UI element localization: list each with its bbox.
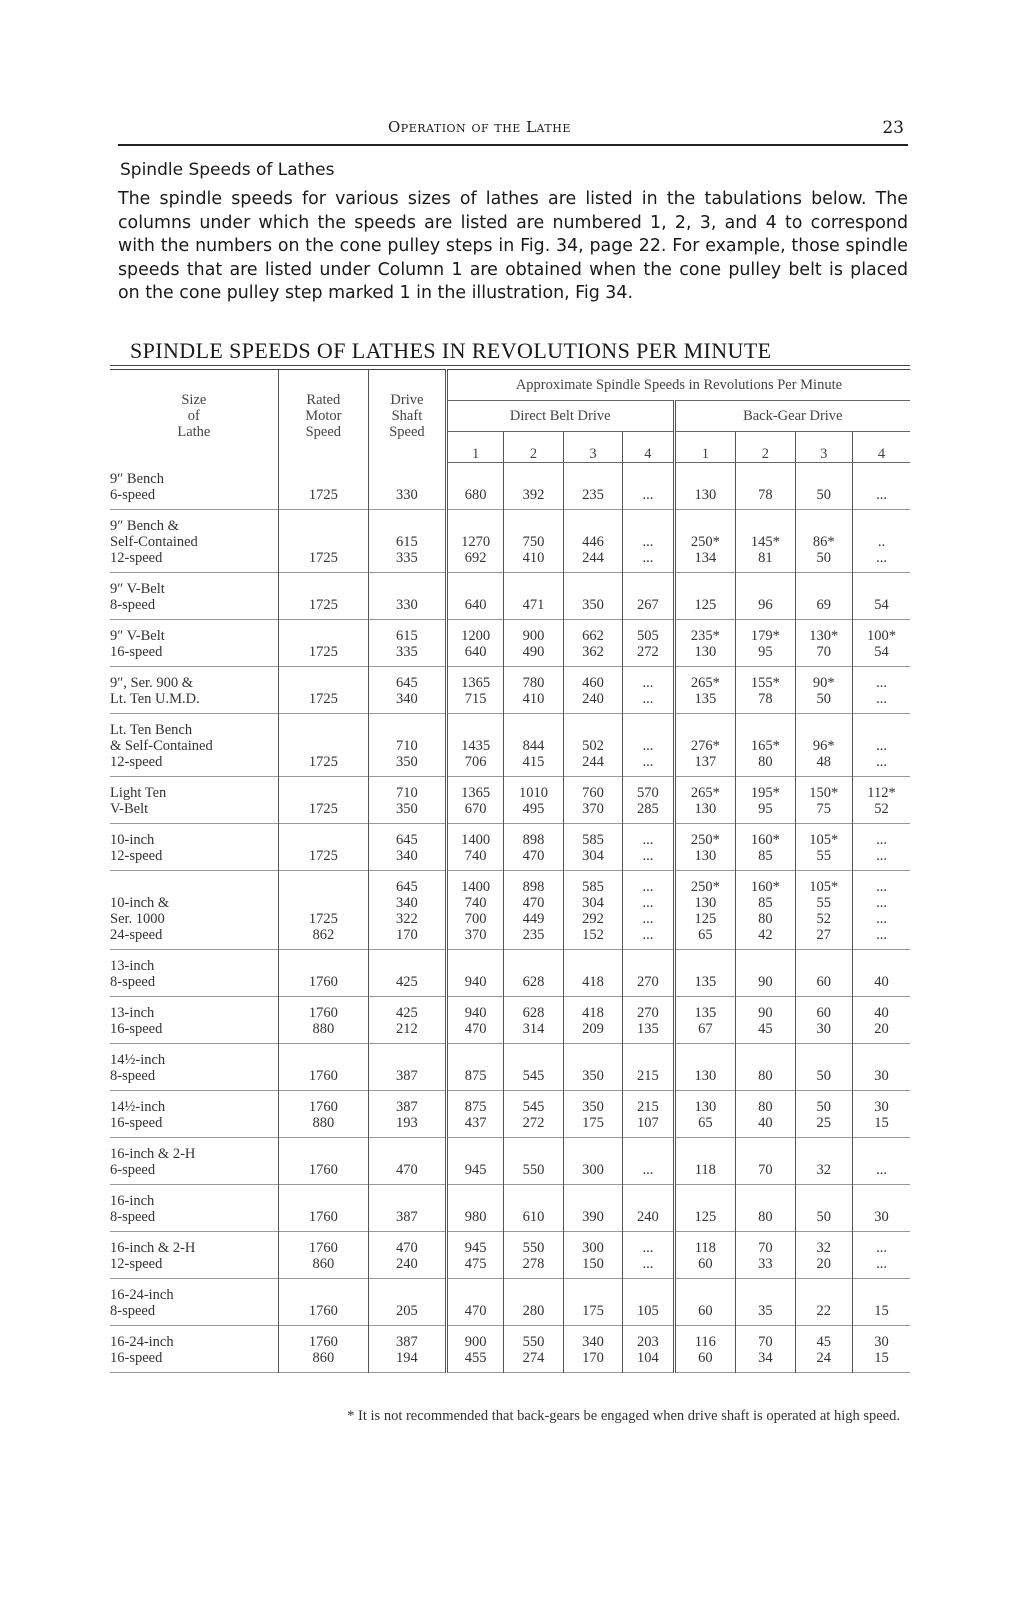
direct-speed-cell: 940 470 <box>446 996 503 1043</box>
direct-speed-cell: 300 <box>563 1137 622 1184</box>
drive-speed-cell: 710 350 <box>368 776 446 823</box>
direct-speed-cell: 550 274 <box>504 1325 563 1372</box>
back-gear-speed-cell: 118 60 <box>674 1231 736 1278</box>
rated-speed-cell: 1760 <box>278 1137 368 1184</box>
direct-speed-cell: 470 <box>446 1278 503 1325</box>
back-gear-speed-cell: ... ... <box>853 823 911 870</box>
direct-speed-cell: 900 490 <box>504 619 563 666</box>
drive-speed-cell: 205 <box>368 1278 446 1325</box>
back-gear-speed-cell: 179* 95 <box>736 619 795 666</box>
drive-speed-cell: 615 335 <box>368 619 446 666</box>
table-row <box>110 1090 910 1137</box>
back-gear-speed-cell: ... ... <box>853 1231 911 1278</box>
rated-speed-cell: 1725 <box>278 463 368 510</box>
back-gear-speed-cell: 30 15 <box>853 1325 911 1372</box>
lathe-size-cell: 9″ Bench 6-speed <box>110 470 164 503</box>
col-num: 4 <box>623 432 674 463</box>
drive-speed-cell: 615 335 <box>368 509 446 572</box>
drive-speed-cell: 645 340 <box>368 823 446 870</box>
rated-speed-cell: 1760 <box>278 949 368 996</box>
direct-speed-cell: 300 150 <box>563 1231 622 1278</box>
lathe-size-cell: 14½-inch 8-speed <box>110 1051 166 1084</box>
back-gear-speed-cell: 70 33 <box>736 1231 795 1278</box>
back-gear-speed-cell: 78 <box>736 463 795 510</box>
lathe-size-cell: Lt. Ten Bench & Self-Contained 12-speed <box>110 721 213 770</box>
rated-speed-cell: 1760 <box>278 1043 368 1090</box>
drive-speed-cell: 387 <box>368 1184 446 1231</box>
back-gear-speed-cell: 276* 137 <box>674 713 736 776</box>
rated-speed-cell: 1760 860 <box>278 1325 368 1372</box>
direct-speed-cell: 680 <box>446 463 503 510</box>
table-row <box>110 1184 910 1231</box>
col-num: 2 <box>736 432 795 463</box>
direct-speed-cell: 844 415 <box>504 713 563 776</box>
direct-speed-cell: ... ... <box>623 713 674 776</box>
drive-speed-cell: 330 <box>368 572 446 619</box>
back-gear-speed-cell: 22 <box>795 1278 852 1325</box>
back-gear-speed-cell: 90 45 <box>736 996 795 1043</box>
direct-speed-cell: 1400 740 <box>446 823 503 870</box>
back-gear-speed-cell: 96* 48 <box>795 713 852 776</box>
back-gear-speed-cell: 70 34 <box>736 1325 795 1372</box>
back-gear-speed-cell: 105* 55 <box>795 823 852 870</box>
direct-speed-cell: 898 470 <box>504 823 563 870</box>
direct-speed-cell: 175 <box>563 1278 622 1325</box>
back-gear-speed-cell: 60 <box>795 949 852 996</box>
header-back-gear-drive: Back-Gear Drive <box>674 401 910 432</box>
direct-speed-cell: 105 <box>623 1278 674 1325</box>
direct-speed-cell: 1400 740 700 370 <box>446 870 503 949</box>
col-num: 3 <box>795 432 852 463</box>
direct-speed-cell: 203 104 <box>623 1325 674 1372</box>
direct-speed-cell: 640 <box>446 572 503 619</box>
rated-speed-cell: 1725 <box>278 776 368 823</box>
direct-speed-cell: ... ... <box>623 666 674 713</box>
page-number: 23 <box>882 118 904 138</box>
lathe-size-cell: Light Ten V-Belt <box>110 784 167 817</box>
rated-speed-cell: 1725 <box>278 509 368 572</box>
back-gear-speed-cell: 130 65 <box>674 1090 736 1137</box>
back-gear-speed-cell: 30 <box>853 1043 911 1090</box>
direct-speed-cell: ... <box>623 1137 674 1184</box>
back-gear-speed-cell: 135 67 <box>674 996 736 1043</box>
direct-speed-cell: 900 455 <box>446 1325 503 1372</box>
back-gear-speed-cell: 40 <box>853 949 911 996</box>
back-gear-speed-cell: 30 15 <box>853 1090 911 1137</box>
direct-speed-cell: 585 304 <box>563 823 622 870</box>
direct-speed-cell: 390 <box>563 1184 622 1231</box>
direct-speed-cell: 628 314 <box>504 996 563 1043</box>
direct-speed-cell: 215 <box>623 1043 674 1090</box>
drive-speed-cell: 645 340 322 170 <box>368 870 446 949</box>
back-gear-speed-cell: 160* 85 <box>736 823 795 870</box>
direct-speed-cell: 898 470 449 235 <box>504 870 563 949</box>
back-gear-speed-cell: 15 <box>853 1278 911 1325</box>
rated-speed-cell: 1725 862 <box>278 870 368 949</box>
table-row <box>110 713 910 776</box>
table-row <box>110 572 910 619</box>
back-gear-speed-cell: 116 60 <box>674 1325 736 1372</box>
direct-speed-cell: 980 <box>446 1184 503 1231</box>
lathe-size-cell: 13-inch 16-speed <box>110 1004 163 1037</box>
table-row <box>110 1325 910 1372</box>
drive-speed-cell: 387 <box>368 1043 446 1090</box>
table-row <box>110 870 910 949</box>
table-row <box>110 1043 910 1090</box>
back-gear-speed-cell: .. ... <box>853 509 911 572</box>
table-footnote: * It is not recommended that back-gears be engaged when drive shaft is operated at high speed. <box>347 1408 900 1424</box>
rated-speed-cell: 1725 <box>278 666 368 713</box>
lathe-size-cell: 13-inch 8-speed <box>110 957 156 990</box>
table-row <box>110 776 910 823</box>
back-gear-speed-cell: ... <box>853 463 911 510</box>
direct-speed-cell: 392 <box>504 463 563 510</box>
direct-speed-cell: 940 <box>446 949 503 996</box>
direct-speed-cell: 418 <box>563 949 622 996</box>
direct-speed-cell: 545 272 <box>504 1090 563 1137</box>
back-gear-speed-cell: 60 <box>674 1278 736 1325</box>
back-gear-speed-cell: 70 <box>736 1137 795 1184</box>
direct-speed-cell: 875 437 <box>446 1090 503 1137</box>
back-gear-speed-cell: 80 40 <box>736 1090 795 1137</box>
back-gear-speed-cell: 60 30 <box>795 996 852 1043</box>
direct-speed-cell: 1270 692 <box>446 509 503 572</box>
direct-speed-cell: 875 <box>446 1043 503 1090</box>
direct-speed-cell: 550 278 <box>504 1231 563 1278</box>
back-gear-speed-cell: 86* 50 <box>795 509 852 572</box>
direct-speed-cell: 1200 640 <box>446 619 503 666</box>
direct-speed-cell: 267 <box>623 572 674 619</box>
direct-speed-cell: 505 272 <box>623 619 674 666</box>
rated-speed-cell: 1760 880 <box>278 996 368 1043</box>
back-gear-speed-cell: 118 <box>674 1137 736 1184</box>
intro-paragraph: The spindle speeds for various sizes of lathes are listed in the tabulations below. The columns under which the speeds are listed are numbered 1, 2, 3, and 4 to correspond with the numbers on the cone pulley steps in Fig. 34, page 22. For example, those spindle speeds that are listed under Column 1 are obtained when the cone pulley belt is placed on the cone pulley step marked 1 in the illustration, Fig 34. <box>118 189 908 303</box>
direct-speed-cell: 550 <box>504 1137 563 1184</box>
back-gear-speed-cell: 80 <box>736 1184 795 1231</box>
table-row <box>110 619 910 666</box>
table-row <box>110 1137 910 1184</box>
direct-speed-cell: 628 <box>504 949 563 996</box>
back-gear-speed-cell: 130 <box>674 1043 736 1090</box>
back-gear-speed-cell: 96 <box>736 572 795 619</box>
direct-speed-cell: 502 244 <box>563 713 622 776</box>
col-num: 3 <box>563 432 622 463</box>
table-title: SPINDLE SPEEDS OF LATHES IN REVOLUTIONS PER MINUTE <box>130 338 772 363</box>
back-gear-speed-cell: 150* 75 <box>795 776 852 823</box>
back-gear-speed-cell: 100* 54 <box>853 619 911 666</box>
table-row <box>110 509 910 572</box>
direct-speed-cell: 780 410 <box>504 666 563 713</box>
back-gear-speed-cell: 45 24 <box>795 1325 852 1372</box>
back-gear-speed-cell: 155* 78 <box>736 666 795 713</box>
back-gear-speed-cell: 250* 134 <box>674 509 736 572</box>
back-gear-speed-cell: 160* 85 80 42 <box>736 870 795 949</box>
drive-speed-cell: 470 <box>368 1137 446 1184</box>
lathe-size-cell: 16-inch & 2-H 12-speed <box>110 1239 196 1272</box>
direct-speed-cell: 235 <box>563 463 622 510</box>
back-gear-speed-cell: 250* 130 125 65 <box>674 870 736 949</box>
rated-speed-cell: 1725 <box>278 572 368 619</box>
rated-speed-cell: 1725 <box>278 619 368 666</box>
back-gear-speed-cell: 125 <box>674 572 736 619</box>
rated-speed-cell: 1725 <box>278 823 368 870</box>
back-gear-speed-cell: 112* 52 <box>853 776 911 823</box>
speeds-table-container <box>110 365 910 1373</box>
back-gear-speed-cell: 130 <box>674 463 736 510</box>
direct-speed-cell: 460 240 <box>563 666 622 713</box>
rated-speed-cell: 1760 <box>278 1184 368 1231</box>
drive-speed-cell: 710 350 <box>368 713 446 776</box>
direct-speed-cell: 545 <box>504 1043 563 1090</box>
back-gear-speed-cell: 135 <box>674 949 736 996</box>
lathe-size-cell: 16-24-inch 16-speed <box>110 1333 174 1366</box>
col-num: 1 <box>446 432 503 463</box>
direct-speed-cell: 945 475 <box>446 1231 503 1278</box>
back-gear-speed-cell: 105* 55 52 27 <box>795 870 852 949</box>
table-row <box>110 666 910 713</box>
section-heading: Spindle Speeds of Lathes <box>120 160 335 180</box>
table-row <box>110 823 910 870</box>
direct-speed-cell: ... ... <box>623 823 674 870</box>
back-gear-speed-cell: ... ... <box>853 666 911 713</box>
back-gear-speed-cell: 30 <box>853 1184 911 1231</box>
direct-speed-cell: ... ... <box>623 1231 674 1278</box>
back-gear-speed-cell: 35 <box>736 1278 795 1325</box>
table-row <box>110 1231 910 1278</box>
back-gear-speed-cell: 250* 130 <box>674 823 736 870</box>
direct-speed-cell: 471 <box>504 572 563 619</box>
direct-speed-cell: ... ... ... ... <box>623 870 674 949</box>
back-gear-speed-cell: 90* 50 <box>795 666 852 713</box>
spindle-speeds-table <box>110 365 910 1373</box>
drive-speed-cell: 425 <box>368 949 446 996</box>
back-gear-speed-cell: ... ... ... ... <box>853 870 911 949</box>
lathe-size-cell: 10-inch 12-speed <box>110 831 163 864</box>
lathe-size-cell: 9″ Bench & Self-Contained 12-speed <box>110 517 198 566</box>
header-size: Size of Lathe <box>177 392 211 441</box>
back-gear-speed-cell: 50 25 <box>795 1090 852 1137</box>
lathe-size-cell: 16-inch & 2-H 6-speed <box>110 1145 196 1178</box>
back-gear-speed-cell: 195* 95 <box>736 776 795 823</box>
direct-speed-cell: 350 <box>563 1043 622 1090</box>
header-direct-belt-drive: Direct Belt Drive <box>446 401 674 432</box>
back-gear-speed-cell: 265* 135 <box>674 666 736 713</box>
drive-speed-cell: 387 193 <box>368 1090 446 1137</box>
table-row <box>110 949 910 996</box>
back-gear-speed-cell: 54 <box>853 572 911 619</box>
back-gear-speed-cell: 50 <box>795 1043 852 1090</box>
back-gear-speed-cell: 265* 130 <box>674 776 736 823</box>
direct-speed-cell: ... ... <box>623 509 674 572</box>
back-gear-speed-cell: 125 <box>674 1184 736 1231</box>
header-approximate-speeds: Approximate Spindle Speeds in Revolutions Per Minute <box>446 370 910 401</box>
direct-speed-cell: 1435 706 <box>446 713 503 776</box>
rated-speed-cell: 1760 <box>278 1278 368 1325</box>
lathe-size-cell: 16-inch 8-speed <box>110 1192 156 1225</box>
lathe-size-cell: 9″ V-Belt 16-speed <box>110 627 165 660</box>
direct-speed-cell: 570 285 <box>623 776 674 823</box>
drive-speed-cell: 645 340 <box>368 666 446 713</box>
back-gear-speed-cell: 145* 81 <box>736 509 795 572</box>
back-gear-speed-cell: ... ... <box>853 713 911 776</box>
table-row <box>110 996 910 1043</box>
header-rated-motor-speed: Rated Motor Speed <box>278 370 368 463</box>
back-gear-speed-cell: 80 <box>736 1043 795 1090</box>
direct-speed-cell: 1365 715 <box>446 666 503 713</box>
lathe-size-cell: 9″ V-Belt 8-speed <box>110 580 165 613</box>
page-header <box>118 118 908 146</box>
back-gear-speed-cell: 130* 70 <box>795 619 852 666</box>
back-gear-speed-cell: 32 <box>795 1137 852 1184</box>
rated-speed-cell: 1725 <box>278 713 368 776</box>
table-row <box>110 463 910 510</box>
running-title: Operation of the Lathe <box>388 118 571 136</box>
back-gear-speed-cell: 165* 80 <box>736 713 795 776</box>
drive-speed-cell: 387 194 <box>368 1325 446 1372</box>
direct-speed-cell: 240 <box>623 1184 674 1231</box>
direct-speed-cell: 760 370 <box>563 776 622 823</box>
back-gear-speed-cell: 50 <box>795 1184 852 1231</box>
direct-speed-cell: 1365 670 <box>446 776 503 823</box>
back-gear-speed-cell: 40 20 <box>853 996 911 1043</box>
direct-speed-cell: 270 135 <box>623 996 674 1043</box>
col-num: 4 <box>853 432 911 463</box>
direct-speed-cell: 1010 495 <box>504 776 563 823</box>
direct-speed-cell: 446 244 <box>563 509 622 572</box>
header-drive-shaft-speed: Drive Shaft Speed <box>368 370 446 463</box>
back-gear-speed-cell: 90 <box>736 949 795 996</box>
rated-speed-cell: 1760 880 <box>278 1090 368 1137</box>
direct-speed-cell: 215 107 <box>623 1090 674 1137</box>
back-gear-speed-cell: ... <box>853 1137 911 1184</box>
drive-speed-cell: 470 240 <box>368 1231 446 1278</box>
direct-speed-cell: 585 304 292 152 <box>563 870 622 949</box>
table-head <box>110 366 910 463</box>
back-gear-speed-cell: 50 <box>795 463 852 510</box>
back-gear-speed-cell: 235* 130 <box>674 619 736 666</box>
direct-speed-cell: 418 209 <box>563 996 622 1043</box>
direct-speed-cell: 350 <box>563 572 622 619</box>
direct-speed-cell: 610 <box>504 1184 563 1231</box>
lathe-size-cell: 16-24-inch 8-speed <box>110 1286 174 1319</box>
direct-speed-cell: 945 <box>446 1137 503 1184</box>
direct-speed-cell: 270 <box>623 949 674 996</box>
back-gear-speed-cell: 69 <box>795 572 852 619</box>
col-num: 1 <box>674 432 736 463</box>
drive-speed-cell: 425 212 <box>368 996 446 1043</box>
rated-speed-cell: 1760 860 <box>278 1231 368 1278</box>
drive-speed-cell: 330 <box>368 463 446 510</box>
direct-speed-cell: 280 <box>504 1278 563 1325</box>
lathe-size-cell: 14½-inch 16-speed <box>110 1098 166 1131</box>
table-row <box>110 1278 910 1325</box>
col-num: 2 <box>504 432 563 463</box>
direct-speed-cell: 340 170 <box>563 1325 622 1372</box>
lathe-size-cell: 9″, Ser. 900 & Lt. Ten U.M.D. <box>110 674 200 707</box>
direct-speed-cell: 662 362 <box>563 619 622 666</box>
table-body <box>110 463 910 1373</box>
direct-speed-cell: ... <box>623 463 674 510</box>
back-gear-speed-cell: 32 20 <box>795 1231 852 1278</box>
direct-speed-cell: 350 175 <box>563 1090 622 1137</box>
lathe-size-cell: 10-inch & Ser. 1000 24-speed <box>110 894 170 943</box>
direct-speed-cell: 750 410 <box>504 509 563 572</box>
